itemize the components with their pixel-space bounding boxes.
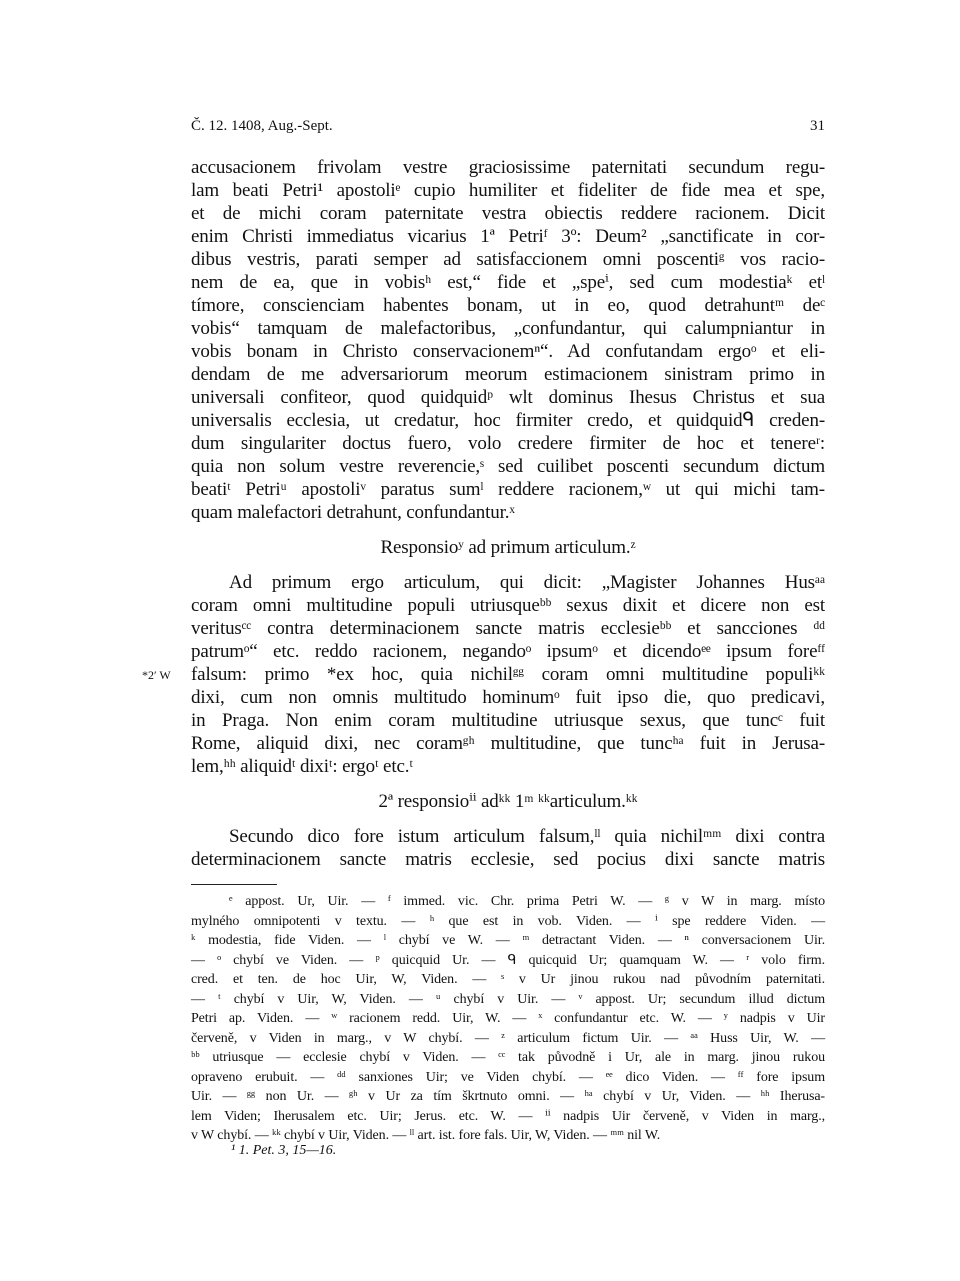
text-line: determinacionem sancte matris ecclesie, sed pocius dixi sancte matris <box>191 849 825 870</box>
text-line: nem de ea, que in vobisʰ est,“ fide et „speⁱ, sed cum modestiaᵏ etˡ <box>191 272 825 293</box>
text-line: coram omni multitudine populi utriusqueᵇᵇ sexus dixit et dicere non est <box>191 595 825 616</box>
footnote-line: červeně, v Viden in marg., v W chybí. — ᶻ articulum fictum Uir. — ᵃᵃ Huss Uir, W. — <box>191 1030 825 1046</box>
margin-folio-note: *2′ W <box>142 668 171 682</box>
section-heading: Responsioʸ ad primum articulum.ᶻ <box>380 537 636 558</box>
footnote-line: Uir. — ᵍᵍ non Ur. — ᵍʰ v Ur za tím škrtnuto omni. — ʰᵃ chybí v Ur, Viden. — ʰʰ Iherusa- <box>191 1089 825 1104</box>
footnote-line: Petri ap. Viden. — ʷ racionem redd. Uir, W. — ˣ confundantur etc. W. — ʸ nadpis v Uir <box>191 1011 825 1026</box>
text-line: veritusᶜᶜ contra determinacionem sancte matris ecclesieᵇᵇ et sancciones ᵈᵈ <box>191 618 825 639</box>
text-line: dendam de me adversariorum meorum estimacionem sinistram primo in <box>191 364 825 385</box>
text-line: in Praga. Non enim coram multitudine utriusque sexus, que tuncᶜ fuit <box>191 710 825 731</box>
text-line: universali confiteor, quod quidquidᵖ wlt dominus Ihesus Christus et sua <box>191 387 825 408</box>
text-line: dixi, cum non omnis multitudo hominumᵒ fuit ipso die, quo predicavi, <box>191 687 825 708</box>
text-line: lem,ʰʰ aliquidᵗ dixiᵗ: ergoᵗ etc.ᵗ <box>191 756 413 777</box>
text-line: falsum: primo *ex hoc, quia nichilᵍᵍ coram omni multitudine populiᵏᵏ <box>191 664 825 685</box>
section-heading: 2ª responsioⁱⁱ adᵏᵏ 1ᵐ ᵏᵏarticulum.ᵏᵏ <box>378 791 638 812</box>
text-line: Rome, aliquid dixi, nec coramᵍʰ multitudine, que tuncʰᵃ fuit in Jerusa- <box>191 733 825 754</box>
text-line: patrumᵒ“ etc. reddo racionem, negandoᵒ ipsumᵒ et dicendoᵉᵉ ipsum foreᶠᶠ <box>191 641 825 662</box>
opening-paragraph <box>191 156 825 524</box>
text-line: tímore, conscienciam habentes bonam, ut in eo, quod detrahuntᵐ deᶜ <box>191 295 825 316</box>
footnote-line: opraveno erubuit. — ᵈᵈ sanxiones Uir; ve Viden chybí. — ᵉᵉ dico Viden. — ᶠᶠ fore ipsum <box>191 1069 825 1085</box>
text-line: accusacionem frivolam vestre graciosissime paternitati secundum regu- <box>191 157 825 178</box>
text-line: et de michi coram paternitate vestra obiectis reddere racionem. Dicit <box>191 203 825 224</box>
text-line: universalis ecclesia, ut credatur, hoc firmiter credo, et quidquidᑫ creden- <box>191 410 825 431</box>
running-header <box>191 118 825 140</box>
scripture-reference: ¹ 1. Pet. 3, 15—16. <box>231 1143 337 1158</box>
footnote-line: ᵏ modestia, fide Viden. — ˡ chybí ve W. — ᵐ detractant Viden. — ⁿ conversacionem Uir. <box>191 933 825 948</box>
text-line: lam beati Petri¹ apostoliᵉ cupio humiliter et fideliter de fide mea et spe, <box>191 180 825 201</box>
critical-apparatus <box>191 892 825 1146</box>
text-line: dum singulariter doctus fuero, volo credere firmiter de hoc et tenereʳ: <box>191 433 825 454</box>
text-line: Ad primum ergo articulum, qui dicit: „Magister Johannes Husᵃᵃ <box>229 572 825 593</box>
footnote-line: cred. et ten. de hoc Uir, W, Viden. — ˢ v Ur jinou rukou nad původním paternitati. <box>191 972 825 987</box>
page-number: 31 <box>810 118 825 134</box>
footnote-line: v W chybí. — ᵏᵏ chybí v Uir, Viden. — ˡˡ art. ist. fore fals. Uir, W, Viden. — ᵐᵐ nil W. <box>191 1128 661 1143</box>
footnote-line: ᵉ appost. Ur, Uir. — ᶠ immed. vic. Chr. prima Petri W. — ᵍ v W in marg. místo <box>229 894 825 909</box>
text-line: Secundo dico fore istum articulum falsum,ˡˡ quia nichilᵐᵐ dixi contra <box>229 826 825 847</box>
header-document-number: Č. 12. 1408, Aug.-Sept. <box>191 118 333 134</box>
footnote-line: lem Viden; Iherusalem etc. Uir; Jerus. etc. W. — ⁱⁱ nadpis Uir červeně, v Viden in marg., <box>191 1108 825 1124</box>
footnote-divider <box>191 884 277 885</box>
footnote-line: mylného omnipotenti v textu. — ʰ que est in vob. Viden. — ⁱ spe reddere Viden. — <box>191 913 825 929</box>
response-paragraph <box>191 571 825 778</box>
second-response-paragraph <box>191 825 825 871</box>
text-line: quam malefactori detrahunt, confundantur.ˣ <box>191 502 515 523</box>
text-line: quia non solum vestre reverencie,ˢ sed cuilibet poscenti secundum dictum <box>191 456 825 477</box>
text-line: beatiᵗ Petriᵘ apostoliᵛ paratus sumˡ reddere racionem,ʷ ut qui michi tam- <box>191 479 825 500</box>
main-text <box>191 156 825 871</box>
text-line: vobis“ tamquam de malefactoribus, „confundantur, qui calumpniantur in <box>191 318 825 339</box>
text-line: vobis bonam in Christo conservacionemⁿ“. Ad confutandam ergoᵒ et eli- <box>191 341 825 362</box>
text-line: dibus vestris, parati semper ad satisfaccionem omni poscentiᵍ vos racio- <box>191 249 825 270</box>
footnote-line: ᵇᵇ utriusque — ecclesie chybí v Viden. — ᶜᶜ tak původně i Ur, ale in marg. jinou rukou <box>191 1050 825 1065</box>
footnote-line: — ᵗ chybí v Uir, W, Viden. — ᵘ chybí v Uir. — ᵛ appost. Ur; secundum illud dictum <box>191 991 825 1007</box>
text-line: enim Christi immediatus vicarius 1ª Petriᶠ 3º: Deum² „sanctificate in cor- <box>191 226 825 247</box>
footnote-line: — ᵒ chybí ve Viden. — ᵖ quicquid Ur. — ᑫ quicquid Ur; quamquam W. — ʳ volo firm. <box>191 952 825 968</box>
